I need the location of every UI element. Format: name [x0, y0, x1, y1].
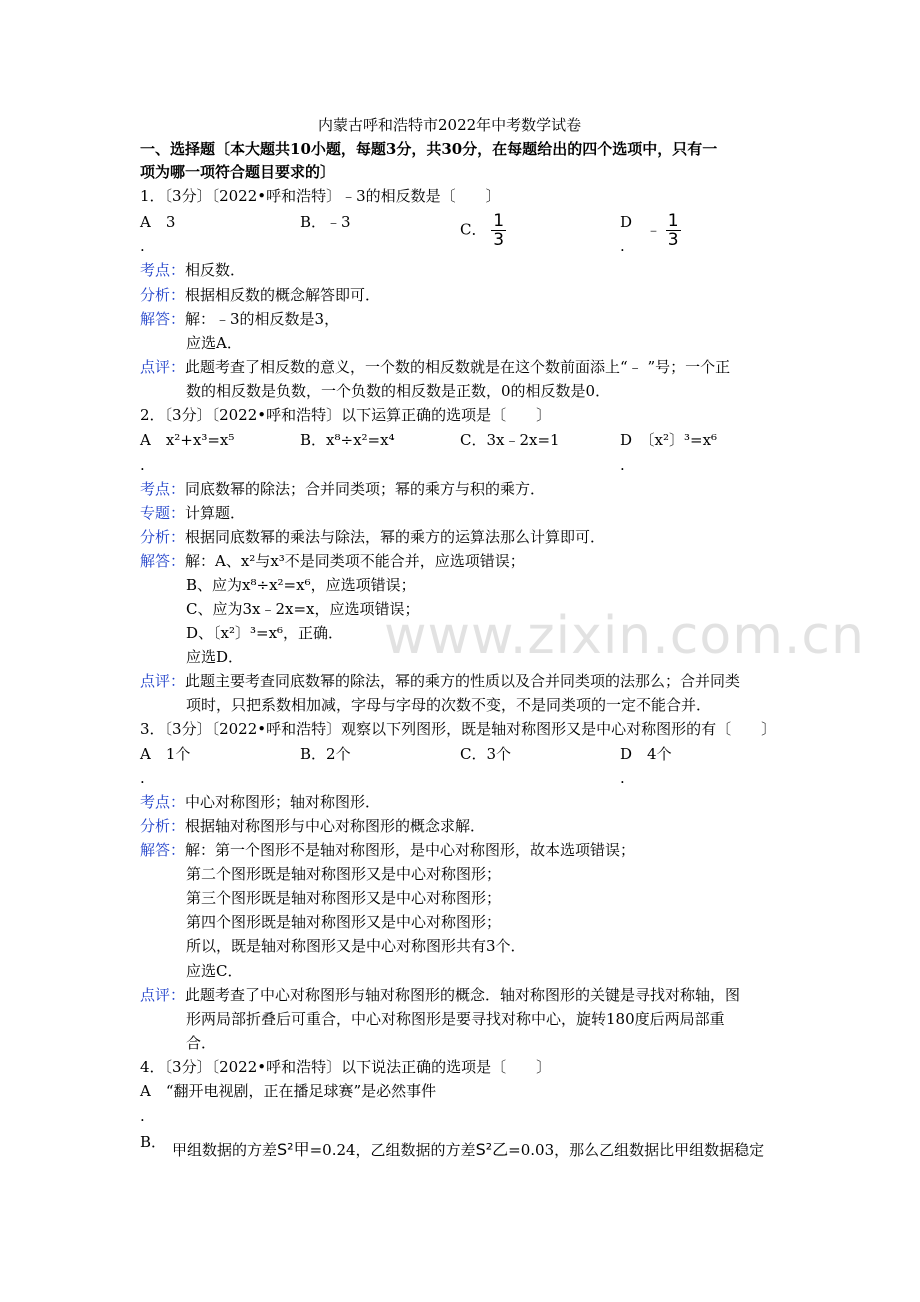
- q4-option-a-dot: .: [140, 1107, 145, 1125]
- q4-option-b-text-1: 甲组数据的方差: [172, 1141, 278, 1159]
- q1-kaodian: 相反数．: [185, 261, 246, 279]
- q1-dianping-1: 此题考查了相反数的意义，一个数的相反数就是在这个数前面添上“﹣ ”号；一个正: [185, 358, 731, 376]
- q4-option-b-variance-yi: S²乙: [475, 1140, 509, 1159]
- q1-option-a: A 3: [140, 213, 176, 231]
- watermark: www.zixin.com.cn: [384, 606, 865, 666]
- q1-option-d-fraction: [666, 212, 681, 249]
- q3-jieda-2: 第二个图形既是轴对称图形又是中心对称图形；: [186, 865, 502, 883]
- q2-jieda-label: 解答：: [140, 552, 186, 570]
- q2-dianping-2: 项时，只把系数相加减，字母与字母的次数不变，不是同类项的一定不能合并．: [186, 696, 712, 714]
- q1-option-c: [460, 212, 506, 249]
- q2-zhuanti: 计算题．: [185, 504, 246, 522]
- q4-stem: 4．〔3分〕〔2022•呼和浩特〕以下说法正确的选项是〔 〕: [140, 1058, 552, 1076]
- q3-stem: 3．〔3分〕〔2022•呼和浩特〕观察以下列图形，既是轴对称图形又是中心对称图形的有〔 〕: [140, 720, 777, 738]
- q3-jieda-5: 所以，既是轴对称图形又是中心对称图形共有3个．: [186, 937, 526, 955]
- q1-option-d-sign: ﹣: [646, 220, 662, 239]
- q1-jieda-2: 应选A．: [186, 334, 242, 352]
- q2-option-d-dot: .: [620, 456, 625, 474]
- q3-jieda-6: 应选C．: [186, 962, 243, 980]
- q1-option-c-fraction: [491, 212, 506, 249]
- q2-option-a-dot: .: [140, 456, 145, 474]
- q2-kaodian-label: 考点：: [140, 480, 186, 498]
- q1-stem: 1．〔3分〕〔2022•呼和浩特〕﹣3的相反数是〔 〕: [140, 187, 501, 205]
- q4-option-b: [172, 1140, 764, 1160]
- q3-jieda-3: 第三个图形既是轴对称图形又是中心对称图形；: [186, 889, 502, 907]
- q1-kaodian-label: 考点：: [140, 261, 186, 279]
- q3-dianping-1: 此题考查了中心对称图形与轴对称图形的概念．轴对称图形的关键是寻找对称轴，图: [185, 986, 741, 1004]
- q1-option-c-numerator: 1: [493, 211, 505, 231]
- q1-option-d-denominator: 3: [667, 230, 679, 250]
- q2-fenxi: 根据同底数幂的乘法与除法，幂的乘方的运算法那么计算即可．: [185, 528, 606, 546]
- q3-dianping-3: 合．: [186, 1034, 217, 1052]
- q3-fenxi: 根据轴对称图形与中心对称图形的概念求解．: [185, 817, 486, 835]
- q3-dianping-2: 形两局部折叠后可重合，中心对称图形是要寻找对称中心，旋转180度后两局部重: [186, 1010, 725, 1028]
- section-heading-line1: 一、选择题〔本大题共10小题，每题3分，共30分，在每题给出的四个选项中，只有一: [140, 140, 718, 158]
- q4-option-b-text-3: =0.03，那么乙组数据比甲组数据稳定: [508, 1141, 765, 1159]
- q2-stem: 2．〔3分〕〔2022•呼和浩特〕以下运算正确的选项是〔 〕: [140, 406, 552, 424]
- q3-option-a-dot: .: [140, 769, 145, 787]
- q1-dianping-label: 点评：: [140, 358, 186, 376]
- q2-option-b: B．x⁸÷x²=x⁴: [300, 431, 395, 449]
- page-title: 内蒙古呼和浩特市2022年中考数学试卷: [318, 116, 582, 134]
- q1-dianping-2: 数的相反数是负数，一个负数的相反数是正数，0的相反数是0．: [186, 382, 611, 400]
- q1-fenxi: 根据相反数的概念解答即可．: [185, 286, 381, 304]
- q1-option-a-dot: .: [140, 237, 145, 255]
- section-heading-line2: 项为哪一项符合题目要求的〕: [140, 163, 336, 181]
- q1-fenxi-label: 分析：: [140, 286, 186, 304]
- q3-option-d-dot: .: [620, 769, 625, 787]
- q4-option-b-label: B．: [140, 1133, 167, 1151]
- q1-jieda-label: 解答：: [140, 310, 186, 328]
- q3-fenxi-label: 分析：: [140, 817, 186, 835]
- q2-jieda-2: B、应为x⁸÷x²=x⁶，应选项错误；: [186, 576, 416, 594]
- q1-option-d-dot: .: [620, 237, 625, 255]
- q3-option-b: B．2个: [300, 745, 351, 763]
- q2-jieda-1: 解：A、x²与x³不是同类项不能合并，应选项错误；: [185, 552, 525, 570]
- q2-dianping-1: 此题主要考查同底数幂的除法，幂的乘方的性质以及合并同类项的法那么；合并同类: [185, 672, 741, 690]
- q1-option-d-label: D: [620, 213, 633, 231]
- q1-option-d-numerator: 1: [667, 211, 679, 231]
- q1-option-c-denominator: 3: [493, 230, 505, 250]
- q2-option-d: D 〔x²〕³=x⁶: [620, 431, 718, 449]
- q2-jieda-3: C、应为3x﹣2x=x，应选项错误；: [186, 600, 420, 618]
- q1-option-b: B．﹣3: [300, 213, 351, 231]
- q2-kaodian: 同底数幂的除法；合并同类项；幂的乘方与积的乘方．: [185, 480, 546, 498]
- q4-option-b-variance-jia: S²甲: [277, 1140, 310, 1159]
- q3-option-d: D 4个: [620, 745, 672, 763]
- q2-fenxi-label: 分析：: [140, 528, 186, 546]
- q3-dianping-label: 点评：: [140, 986, 186, 1004]
- q3-jieda-label: 解答：: [140, 841, 186, 859]
- q3-kaodian-label: 考点：: [140, 793, 186, 811]
- q1-option-d: [646, 212, 681, 249]
- q3-jieda-4: 第四个图形既是轴对称图形又是中心对称图形；: [186, 913, 502, 931]
- q2-jieda-5: 应选D．: [186, 648, 244, 666]
- q2-option-c: C．3x﹣2x=1: [460, 431, 560, 449]
- q2-zhuanti-label: 专题：: [140, 504, 186, 522]
- q4-option-a: A “翻开电视剧，正在播足球赛”是必然事件: [140, 1082, 437, 1100]
- q3-option-a: A 1个: [140, 745, 191, 763]
- q1-option-c-label: C．: [460, 220, 487, 239]
- q1-jieda-1: 解：﹣3的相反数是3，: [185, 310, 340, 328]
- q2-jieda-4: D、〔x²〕³=x⁶，正确．: [186, 624, 344, 642]
- q3-option-c: C．3个: [460, 745, 512, 763]
- q3-jieda-1: 解：第一个图形不是轴对称图形，是中心对称图形，故本选项错误；: [185, 841, 636, 859]
- q4-option-b-text-2: =0.24，乙组数据的方差: [309, 1141, 476, 1159]
- q3-kaodian: 中心对称图形；轴对称图形．: [185, 793, 381, 811]
- q2-dianping-label: 点评：: [140, 672, 186, 690]
- q2-option-a: A x²+x³=x⁵: [140, 431, 235, 449]
